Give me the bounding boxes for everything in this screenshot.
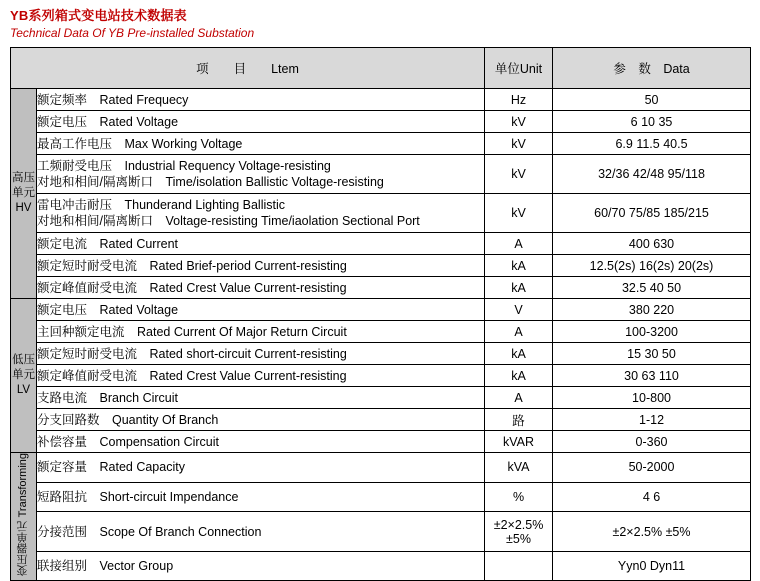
table-row bbox=[11, 233, 751, 255]
value-cell: 6 10 35 bbox=[553, 111, 751, 133]
page-title-cn: YB系列箱式变电站技术数据表 bbox=[10, 8, 187, 23]
table-header-row bbox=[11, 48, 751, 89]
item-cell bbox=[37, 343, 485, 365]
value-cell: 380 220 bbox=[553, 299, 751, 321]
item-cell bbox=[37, 365, 485, 387]
table-row bbox=[11, 277, 751, 299]
value-cell: 32.5 40 50 bbox=[553, 277, 751, 299]
item-cell bbox=[37, 277, 485, 299]
item-cell bbox=[37, 111, 485, 133]
group-label-transformer-en: Transforming bbox=[17, 453, 29, 518]
unit-cell: Hz bbox=[485, 89, 553, 111]
value-cell: 60/70 75/85 185/215 bbox=[553, 194, 751, 233]
unit-cell: A bbox=[485, 387, 553, 409]
value-cell: ±2×2.5% ±5% bbox=[553, 512, 751, 551]
unit-cell: 路 bbox=[485, 409, 553, 431]
table-row bbox=[11, 255, 751, 277]
unit-cell: V bbox=[485, 299, 553, 321]
unit-cell: kA bbox=[485, 343, 553, 365]
item-cell bbox=[37, 453, 485, 483]
item-subtext: 对地和相间/隔离断口 Time/isolation Ballistic Voltage-resisting bbox=[37, 175, 384, 189]
table-row bbox=[11, 431, 751, 453]
table-row bbox=[11, 155, 751, 194]
group-label-hv-en: HV bbox=[15, 202, 32, 214]
group-label-hv bbox=[11, 89, 37, 299]
item-text: 额定峰值耐受电流 Rated Crest Value Current-resisting bbox=[37, 368, 347, 383]
table-row bbox=[11, 551, 751, 581]
item-cell bbox=[37, 431, 485, 453]
item-cell bbox=[37, 512, 485, 551]
table-row bbox=[11, 194, 751, 233]
value-cell: 0-360 bbox=[553, 431, 751, 453]
table-row bbox=[11, 409, 751, 431]
item-cell bbox=[37, 255, 485, 277]
item-text: 补偿容量 Compensation Circuit bbox=[37, 434, 219, 449]
item-text: 工频耐受电压 Industrial Requency Voltage-resisting bbox=[37, 159, 331, 173]
item-text: 额定容量 Rated Capacity bbox=[37, 460, 185, 475]
table-row bbox=[11, 133, 751, 155]
value-cell: 30 63 110 bbox=[553, 365, 751, 387]
unit-cell: kA bbox=[485, 277, 553, 299]
item-cell bbox=[37, 233, 485, 255]
table-row bbox=[11, 299, 751, 321]
table-row bbox=[11, 387, 751, 409]
value-cell: 32/36 42/48 95/118 bbox=[553, 155, 751, 194]
value-cell: 1-12 bbox=[553, 409, 751, 431]
group-label-lv bbox=[11, 299, 37, 453]
value-cell: 50-2000 bbox=[553, 453, 751, 483]
item-text: 额定峰值耐受电流 Rated Crest Value Current-resisting bbox=[37, 280, 347, 295]
unit-cell: kV bbox=[485, 133, 553, 155]
item-text: 额定频率 Rated Frequecy bbox=[37, 92, 189, 107]
item-text: 额定电压 Rated Voltage bbox=[37, 302, 179, 317]
table-body bbox=[11, 89, 751, 581]
unit-cell: kA bbox=[485, 365, 553, 387]
technical-data-table bbox=[10, 47, 751, 581]
value-cell: 6.9 11.5 40.5 bbox=[553, 133, 751, 155]
item-text: 支路电流 Branch Circuit bbox=[37, 390, 178, 405]
item-text: 额定短时耐受电流 Rated short-circuit Current-resisting bbox=[37, 346, 347, 361]
value-cell: 15 30 50 bbox=[553, 343, 751, 365]
table-row bbox=[11, 482, 751, 512]
table-row bbox=[11, 111, 751, 133]
item-cell bbox=[37, 387, 485, 409]
item-cell bbox=[37, 155, 485, 194]
item-cell bbox=[37, 482, 485, 512]
unit-cell: kVAR bbox=[485, 431, 553, 453]
item-text: 主回种额定电流 Rated Current Of Major Return Circuit bbox=[37, 324, 347, 339]
table-row bbox=[11, 89, 751, 111]
table-row bbox=[11, 321, 751, 343]
page-title-en: Technical Data Of YB Pre-installed Substation bbox=[10, 26, 255, 40]
item-text: 额定电压 Rated Voltage bbox=[37, 114, 179, 129]
column-header-data: 参 数 Data bbox=[553, 48, 751, 89]
item-cell bbox=[37, 194, 485, 233]
item-cell bbox=[37, 133, 485, 155]
table-header bbox=[11, 48, 751, 89]
item-text: 雷电冲击耐压 Thunderand Lighting Ballistic bbox=[37, 198, 286, 212]
unit-cell: kV bbox=[485, 194, 553, 233]
value-cell: 4 6 bbox=[553, 482, 751, 512]
group-label-transformer-cn: 变压器单元 bbox=[17, 521, 29, 577]
value-cell: 50 bbox=[553, 89, 751, 111]
item-text: 额定电流 Rated Current bbox=[37, 236, 179, 251]
unit-cell: kV bbox=[485, 111, 553, 133]
column-header-item: 项 目 Ltem bbox=[11, 48, 485, 89]
item-text: 分接范围 Scope Of Branch Connection bbox=[37, 524, 262, 539]
table-row bbox=[11, 453, 751, 483]
unit-cell bbox=[485, 551, 553, 581]
unit-cell: kA bbox=[485, 255, 553, 277]
value-cell: 10-800 bbox=[553, 387, 751, 409]
item-text: 额定短时耐受电流 Rated Brief-period Current-resisting bbox=[37, 258, 347, 273]
unit-cell: kVA bbox=[485, 453, 553, 483]
item-text: 分支回路数 Quantity Of Branch bbox=[37, 412, 219, 427]
group-label-lv-en: LV bbox=[16, 384, 31, 396]
item-cell bbox=[37, 299, 485, 321]
value-cell: 400 630 bbox=[553, 233, 751, 255]
item-subtext: 对地和相间/隔离断口 Voltage-resisting Time/iaolation Sectional Port bbox=[37, 214, 420, 228]
unit-cell: ±2×2.5% ±5% bbox=[485, 512, 553, 551]
value-cell: Yyn0 Dyn11 bbox=[553, 551, 751, 581]
group-label-hv-cn: 高压单元 bbox=[12, 172, 35, 199]
value-cell: 12.5(2s) 16(2s) 20(2s) bbox=[553, 255, 751, 277]
item-cell bbox=[37, 321, 485, 343]
unit-cell: kV bbox=[485, 155, 553, 194]
group-label-transformer bbox=[11, 453, 37, 581]
table-row bbox=[11, 343, 751, 365]
unit-cell: A bbox=[485, 233, 553, 255]
unit-cell: % bbox=[485, 482, 553, 512]
column-header-unit: 单位Unit bbox=[485, 48, 553, 89]
item-text: 联接组别 Vector Group bbox=[37, 559, 174, 573]
unit-cell: A bbox=[485, 321, 553, 343]
value-cell: 100-3200 bbox=[553, 321, 751, 343]
table-row bbox=[11, 365, 751, 387]
item-cell bbox=[37, 89, 485, 111]
item-cell bbox=[37, 409, 485, 431]
item-text: 最高工作电压 Max Working Voltage bbox=[37, 136, 243, 151]
group-label-lv-cn: 低压单元 bbox=[12, 354, 35, 381]
table-row bbox=[11, 512, 751, 551]
item-cell bbox=[37, 551, 485, 581]
item-text: 短路阻抗 Short-circuit Impendance bbox=[37, 490, 239, 505]
